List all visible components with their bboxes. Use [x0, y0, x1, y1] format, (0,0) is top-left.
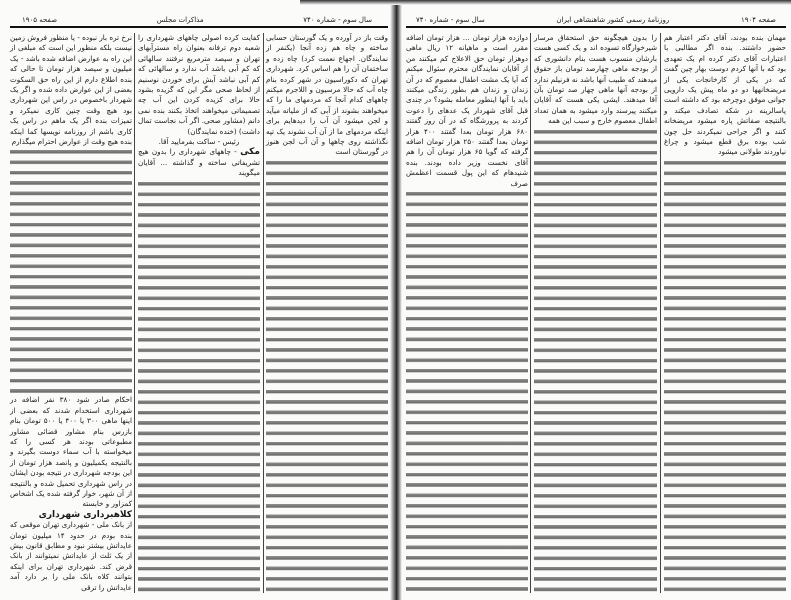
speaker-line: رئیس - ساکت بفرمایید آقا. — [158, 137, 240, 147]
speaker-name: مکی — [240, 147, 260, 158]
header-rule — [10, 26, 388, 28]
column-divider — [263, 33, 264, 593]
article-text: را بدون هیچگونه حق استحقاق مرسار شیرخوارگاه تسوده اند و یک کسی هست بارشان منسوب هست بنام دانشوری که از بودجه ماهی چهارصد تومان باز حقوق میدهند که طبیب آنها باشد نه فرنیلم ندارد از بودجه آنها ماهی چهار صد تومان بآن آقا میدهند. ایشی یکی هست که آقایان میکنند پیرسند وارد میشود به همان تعداد اطفال معصوم خارج و سبب این همه — [534, 33, 657, 126]
right-page-column-3 — [406, 33, 528, 593]
left-page-column-2 — [138, 33, 260, 593]
right-page-header — [416, 14, 776, 26]
text-lines — [664, 158, 786, 593]
column-divider — [660, 33, 661, 593]
column-divider — [134, 33, 135, 593]
article-text: از بانک ملی - شهرداری تهران موقعی که بنده بودم در حدود ۱۴ میلیون تومان عایداتش بیشتر نبود و مطابق قانون بیش از یک ثلث از عایداتش نمیتوانند از بانک قرض کند. شهرداری تهران برای اینکه بتوانند کلاه بانک ملی را بر دارد آمد عایداتش را ترقی — [10, 520, 132, 592]
page-gutter — [390, 0, 402, 600]
page-number: صفحه ۱۹۰۵ — [22, 16, 58, 24]
speaker-text: - چاههای شهرداری را بدون هیچ تشریفاتی ساخته و گذاشته ... آقایان میگویند — [138, 147, 260, 178]
article-text: مهمان بنده بودند، آقای دکتر اعتبار هم حضور داشتند. بنده اگر مطالبی با اعتبارات آقای دکتر کرده ام یک تعهدی بود که با آنها کردم دوست بهار چین گفت که در یکی از کارخانجات یکی از مریضخانهها دو دو ماه پیش یک دارویی جوانی موفق دوچرخه بود که داشته است پاسالرینه در شکه تصادف میکند و بالنتیجه صفاتش پاره میشود مریضخانه کنند و اگر جراحی نمیکردند حل چون شب بوده برق قطع میشود و چراغ نیاوردند طولانی میشود — [664, 33, 786, 157]
text-lines — [138, 179, 260, 593]
section-title: مذاکرات مجلس — [156, 16, 204, 24]
article-text: دوازده هزار تومان ... هزار تومان اضافه مقرر است و ماهیانه ۱۲ ریال ماهی دوهزار تومان حق الاعلاج کم میکنند من از آقایان نمایندگان محترم سئوال میکنم که آیا یک مشت اطفال معصوم که در آن زندان و زندان هم بطور زندگی میکنند باید با آنها اینطور معامله بشود؟ در چندی قبل آقای شهردار یک عدهای را دعوت کردند به پرورشگاه که در آن روز گفتند ۶۸۰ هزار تومان بعدا گفتند ۴۰۰ هزار تومان بعدا گفتند ۲۵۰ هزار تومان اضافه گرفته که گویا ۶۵ هزار تومان آن را هم آقای نخست وزیر داده بودند. بنده شنیدهام که این پول قسمت اعظمش صرف — [406, 33, 528, 188]
text-lines — [534, 127, 657, 593]
page-number: صفحه ۱۹۰۴ — [740, 16, 776, 24]
text-lines — [10, 147, 132, 395]
section-heading: کلاهبرداری شهرداری — [38, 509, 132, 520]
issue-number: سال سوم - شماره ۷۴۰ — [303, 16, 372, 24]
text-lines — [266, 158, 388, 593]
right-page-column-1 — [664, 33, 786, 593]
left-page-column-1 — [266, 33, 388, 593]
article-text: احکام صادر شود ۳۸۰ نفر اضافه در شهرداری استخدام شدند که بعضی از اینها ماهی ۳۰۰ یا ۴۰۰ یا ۵۰۰ تومان بنام بازرس بنام مشاور قضائی مشاور مطبوعاتی بودند هر کسی را که میخواسته با آب سماء دوست بگیرند و بالنتیجه یکمیلیون و پانصد هزار تومان از این بودجه شهرداری در نتیجه بودن ایشان در راس شهرداری تحمیل شده و بالنتیجه از آن شهر، خوار گرفته شده یک اشخاص کمزاور و خابسته — [10, 395, 132, 509]
header-rule — [406, 26, 786, 28]
column-divider — [530, 33, 531, 593]
right-page-column-2 — [534, 33, 657, 593]
issue-number: سال سوم - شماره ۷۴۰ — [416, 16, 485, 24]
left-page-column-3 — [10, 33, 132, 593]
article-text: کفایت کرده اصولی چاههای شهرداری را شعبه دوم ترفانه بعنوان راه مسترآبهای تهران و سیصد مترمربع نرفتند سالهائی که کم آبی باشد آب ندارد و سالهائی که کم آبی نباشد آبش برای خوردن نوسنیم از لحاظ صحی مگر این که گزیده بشود حالا برای کزیده کردن این آب چه تصمیماتی میخواهند اتخاذ بکنند بنده نمی دانم (مشاور صحی. اگر آب نجاست تمال داشت) (خنده نمایندگان) — [138, 33, 260, 136]
right-page — [398, 0, 791, 600]
text-lines — [406, 189, 528, 593]
article-text: وقت باز در آورده و یک گورستان حسابی ساخته و چاه هم زده آنجا (یکنفر از نمایندگان. اجهاع نعمت کرد) چاه زده و ساختمان آن را هم اساس کرد. شهرداری تهران که دکوراسیون در شهر کرده بنام چاه آب که حالا مرسیون و اللاجرم میکنم چاههای کدام آنجا که مردمهای ما را که میخواهند بشوند از آبی که از ملیاته میآید و لجن میشود آن آب را دیدهایم برای اینکه مردمهای ما از آن آب نشوند یک تپه نگذاشته روی چاهها و آن آب لجن هنوز در گورستان است — [266, 33, 388, 157]
left-page-header — [22, 14, 372, 26]
newspaper-title: روزنامهٔ رسمی کشور شاهنشاهی ایران — [556, 16, 670, 24]
scan-shadow — [300, 0, 791, 5]
left-page — [0, 0, 394, 600]
article-text: نرخ تره بار نبوده - یا منظور فروش زمین نیست بلکه منظور این است که مبلغی از این راه به عوارض اضافه شده باشد - یک میلیون و سیصد هزار تومان تا حالی که بنده اطلاع دارم از این راه حق السکوت بعضی از این عوارض داده شده و اگر یک شهردار باخصوص در راس این شهرداری بود هیچ وقت چنین کاری نمیکرد و تمیزات بنده اگر یک ماهم در راس یک کاری باشم از روزنامه نویسها کما اینکه بنده هیچ وقت از عوارض احترام میگذارم — [10, 33, 132, 147]
